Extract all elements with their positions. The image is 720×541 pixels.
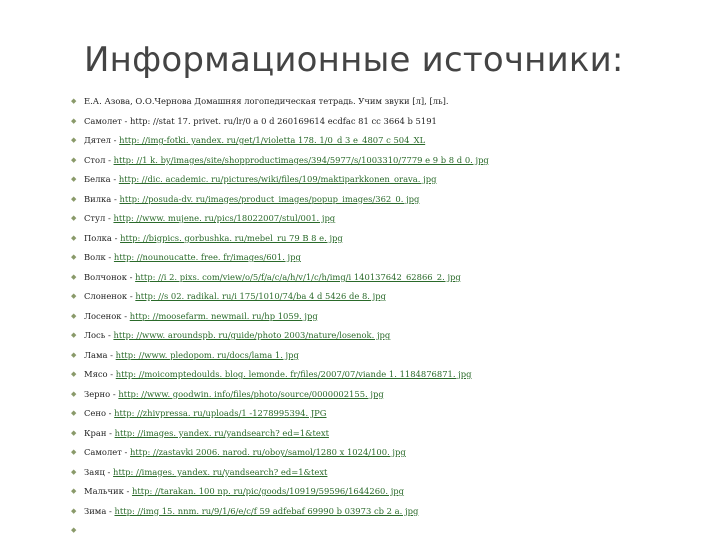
source-label: Полка [84, 232, 112, 243]
source-label: Волк [84, 252, 106, 262]
source-item [71, 463, 704, 483]
source-label: Мясо [84, 369, 108, 379]
source-separator: - [105, 154, 114, 165]
source-separator: - [111, 232, 121, 243]
source-item [71, 112, 704, 132]
bullet-icon: ◆ [71, 214, 77, 222]
source-link[interactable]: http: //moicomptedoulds. blog. lemonde. fr/files/2007/07/viande 1. 1184876871. jpg [115, 369, 472, 379]
source-separator: - [106, 408, 115, 418]
source-label: Лосенок [84, 310, 122, 321]
bullet-icon: ◆ [71, 389, 77, 398]
source-link[interactable]: http: //www. goodwin. info/files/photo/source/0000002155. jpg [118, 388, 384, 399]
source-label: Волчонок [84, 271, 127, 282]
source-separator: - [121, 447, 131, 457]
bullet-icon: ◆ [71, 487, 77, 495]
source-label: Лось [84, 330, 106, 340]
slide-title: Информационные источники: [84, 40, 624, 80]
source-item [71, 502, 704, 522]
source-link[interactable]: http: //s 02. radikal. ru/i 175/1010/74/ba 4 d 5426 de 8. jpg [135, 291, 386, 301]
source-item [71, 209, 704, 229]
source-item [71, 404, 704, 424]
source-link[interactable]: http: //images. yandex. ru/yandsearch? ed=1&text [114, 427, 329, 438]
source-item [71, 151, 704, 171]
source-separator: - [123, 486, 132, 496]
bullet-icon: ◆ [71, 175, 77, 183]
bullet-icon: ◆ [71, 409, 77, 417]
source-item [71, 229, 704, 249]
source-separator: - [126, 271, 136, 282]
source-separator: - [110, 388, 119, 399]
source-item [71, 170, 704, 190]
source-item [71, 385, 704, 405]
bullet-icon: ◆ [71, 136, 77, 144]
source-label: Кран [84, 427, 107, 438]
bullet-icon: ◆ [71, 97, 77, 105]
source-link[interactable]: http: //moosefarm. newmail. ru/hp 1059. jpg [129, 310, 318, 321]
source-label: Вилка [84, 193, 112, 204]
source-label: Самолет - http: //stat 17. privet. ru/lr/0 a 0 d 260169614 ecdfac 81 cc 3664 b 5191 [84, 115, 437, 126]
source-separator: - [107, 349, 116, 360]
source-link[interactable]: http: //zhivpressa. ru/uploads/1 -1278995394. JPG [114, 408, 327, 418]
source-item [71, 365, 704, 385]
bullet-icon: ◆ [71, 116, 77, 125]
source-link[interactable]: http: //i 2. pixs. com/view/o/5/f/a/c/a/h/v/1/c/h/img/i 140137642_62866_2. jpg [135, 271, 461, 282]
bullet-icon: ◆ [71, 350, 77, 359]
bullet-icon: ◆ [71, 311, 77, 320]
sources-list [71, 92, 704, 541]
source-label: Мальчик [84, 486, 124, 496]
source-label: Сено [84, 408, 106, 418]
bullet-icon: ◆ [71, 194, 77, 203]
bullet-icon: ◆ [71, 448, 77, 456]
bullet-icon: ◆ [71, 428, 77, 437]
bullet-icon: ◆ [71, 292, 77, 300]
source-item [71, 424, 704, 444]
source-label: Стул [84, 213, 106, 223]
source-item [71, 307, 704, 327]
bullet-icon: ◆ [71, 233, 77, 242]
source-link[interactable]: http: //tarakan. 100 np. ru/pic/goods/10919/59596/1644260. jpg [131, 486, 405, 496]
source-item [71, 190, 704, 210]
source-separator: - [105, 252, 114, 262]
source-link[interactable]: http: //bigpics. gorbushka. ru/mebel_ru 79 B 8 e. jpg [120, 232, 343, 243]
source-label: Лама [84, 349, 108, 360]
source-link[interactable]: http: //1 k. by/images/site/shopproductimages/394/5977/s/1003310/7779 e 9 b 8 d 0. jpg [113, 154, 489, 165]
source-item [71, 287, 704, 307]
source-separator: - [104, 466, 114, 477]
source-label: Заяц [84, 466, 105, 477]
source-separator: - [111, 135, 120, 145]
source-label: Стол [84, 154, 106, 165]
source-separator: - [107, 369, 116, 379]
bullet-icon: ◆ [71, 370, 77, 378]
source-item [71, 521, 704, 541]
bullet-icon: ◆ [71, 272, 77, 281]
bullet-icon: ◆ [71, 506, 77, 515]
source-link[interactable]: http: //img 15. nnm. ru/9/1/6/e/c/f 59 adfebaf 69990 b 03973 cb 2 a. jpg [114, 505, 419, 516]
source-label: Е.А. Азова, О.О.Чернова Домашняя логопедическая тетрадь. Учим звуки [л], [ль]. [84, 96, 449, 106]
source-separator: - [106, 427, 115, 438]
source-separator: - [127, 291, 136, 301]
source-item [71, 443, 704, 463]
source-label: Дятел [84, 135, 112, 145]
source-link[interactable]: http: //img-fotki. yandex. ru/get/1/violetta 178. 1/0_d 3 e_4807 c 504_XL [119, 135, 426, 145]
source-separator: - [105, 213, 114, 223]
source-separator: - [111, 193, 120, 204]
source-item [71, 131, 704, 151]
source-label: Зерно [84, 388, 111, 399]
source-link[interactable]: http: //www. pledopom. ru/docs/lama 1. jpg [115, 349, 299, 360]
source-item [71, 482, 704, 502]
source-link[interactable]: http: //dic. academic. ru/pictures/wiki/files/109/maktiparkkonen_orava. jpg [118, 174, 437, 184]
source-separator: - [106, 505, 115, 516]
source-item [71, 92, 704, 112]
bullet-icon: ◆ [71, 331, 77, 339]
source-item [71, 268, 704, 288]
source-item [71, 346, 704, 366]
source-separator: - [121, 310, 130, 321]
source-label: Самолет [84, 447, 122, 457]
source-link[interactable]: http: //images. yandex. ru/yandsearch? ed=1&text [113, 466, 328, 477]
source-item [71, 326, 704, 346]
source-link[interactable]: http: //nounoucatte. free. fr/images/601. jpg [113, 252, 301, 262]
source-separator: - [110, 174, 119, 184]
source-separator: - [105, 330, 114, 340]
source-label: Белка [84, 174, 111, 184]
bullet-icon: ◆ [71, 253, 77, 261]
bullet-icon: ◆ [71, 467, 77, 476]
source-label: Слоненок [84, 291, 128, 301]
source-label: Зима [84, 505, 107, 516]
source-link[interactable]: http: //www. aroundspb. ru/guide/photo 2003/nature/losenok. jpg [113, 330, 391, 340]
source-item [71, 248, 704, 268]
bullet-icon: ◆ [71, 155, 77, 164]
source-link[interactable]: http: //www. mujene. ru/pics/18022007/stul/001. jpg [113, 213, 336, 223]
source-link[interactable]: http: //posuda-dv. ru/images/product_images/popup_images/362_0. jpg [119, 193, 420, 204]
source-link[interactable]: http: //zastavki 2006. narod. ru/oboy/samol/1280 x 1024/100. jpg [130, 447, 406, 457]
bullet-icon: ◆ [71, 526, 77, 534]
